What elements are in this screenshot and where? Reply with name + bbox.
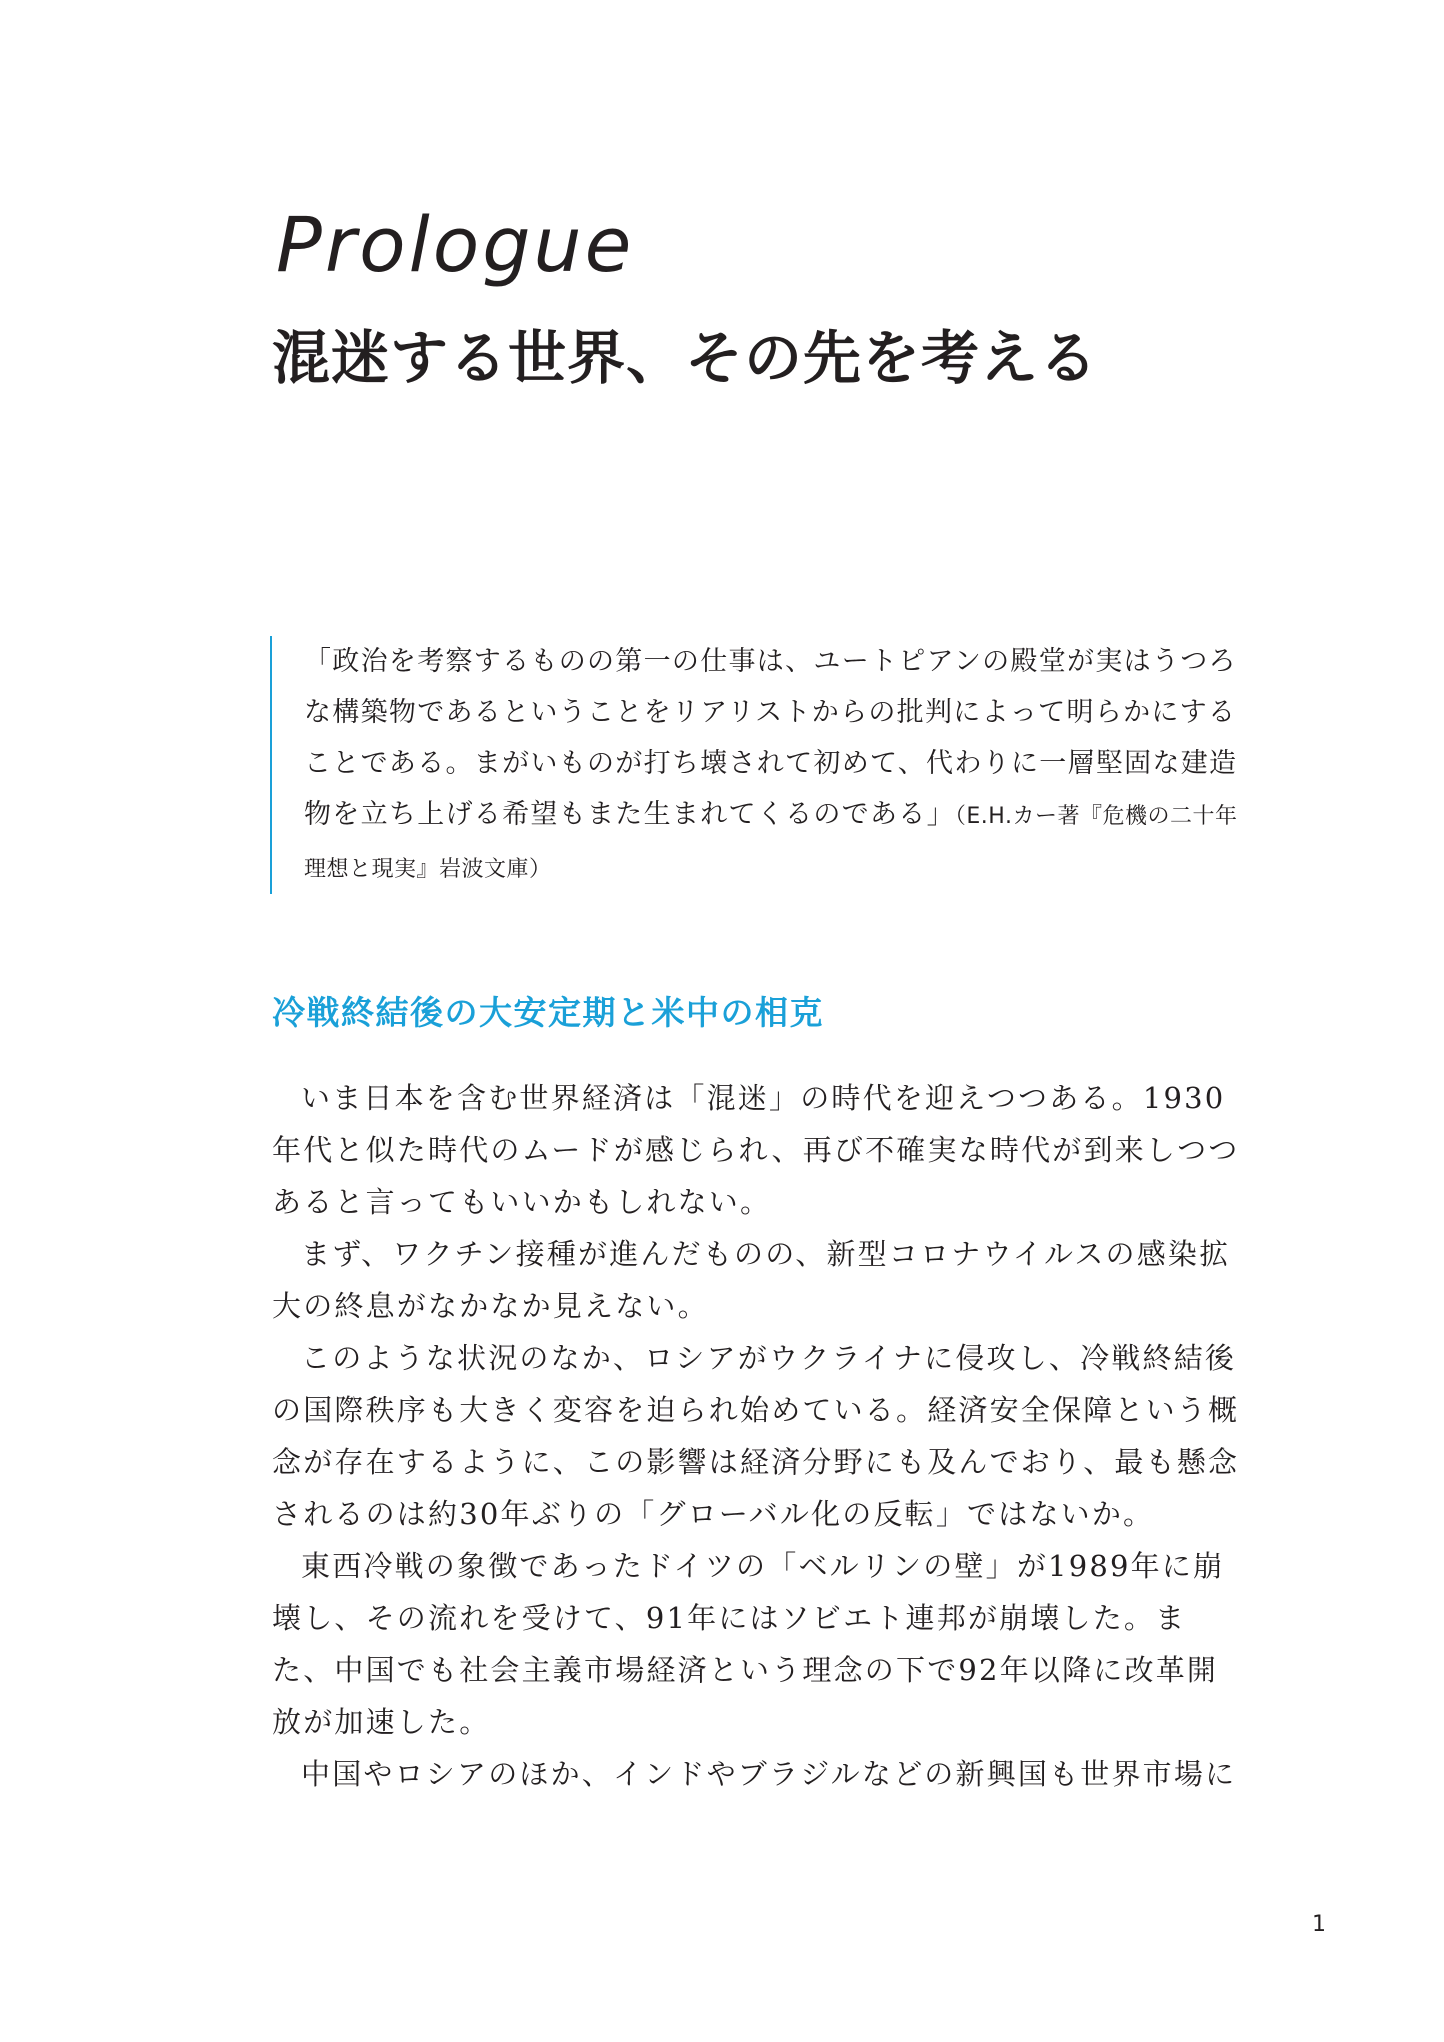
prologue-label: Prologue bbox=[276, 200, 635, 289]
paragraph: 東西冷戦の象徴であったドイツの「ベルリンの壁」が1989年に崩壊し、その流れを受けて、91年にはソビエト連邦が崩壊した。また、中国でも社会主義市場経済という理念の下で92年以降に改革開放が加速した。 bbox=[272, 1549, 1225, 1739]
paragraph: このような状況のなか、ロシアがウクライナに侵攻し、冷戦終結後の国際秩序も大きく変容を迫られ始めている。経済安全保障という概念が存在するように、この影響は経済分野にも及んでおり、最も懸念されるのは約30年ぶりの「グローバル化の反転」ではないか。 bbox=[272, 1341, 1240, 1531]
body-text bbox=[272, 1072, 1242, 1800]
epigraph-text bbox=[304, 636, 1260, 895]
paragraph: 中国やロシアのほか、インドやブラジルなどの新興国も世界市場に bbox=[301, 1757, 1237, 1791]
page-title: 混迷する世界、その先を考える bbox=[272, 324, 1099, 392]
paragraph: いま日本を含む世界経済は「混迷」の時代を迎えつつある。1930年代と似た時代のムードが感じられ、再び不確実な時代が到来しつつあると言ってもいいかもしれない。 bbox=[272, 1081, 1240, 1219]
epigraph-block bbox=[270, 636, 1260, 894]
page-number: 1 bbox=[1312, 1912, 1326, 1937]
epigraph-quote: 「政治を考察するものの第一の仕事は、ユートピアンの殿堂が実はうつろな構築物であるということをリアリストからの批判によって明らかにすることである。まがいものが打ち壊されて初めて、代わりに一層堅固な建造物を立ち上げる希望もまた生まれてくるのである」 bbox=[304, 646, 1238, 830]
paragraph: まず、ワクチン接種が進んだものの、新型コロナウイルスの感染拡大の終息がなかなか見えない。 bbox=[272, 1237, 1231, 1323]
epigraph-source: （E.H.カー著『危機の二十年 理想と現実』岩波文庫） bbox=[304, 804, 1260, 882]
section-heading: 冷戦終結後の大安定期と米中の相克 bbox=[272, 993, 824, 1032]
